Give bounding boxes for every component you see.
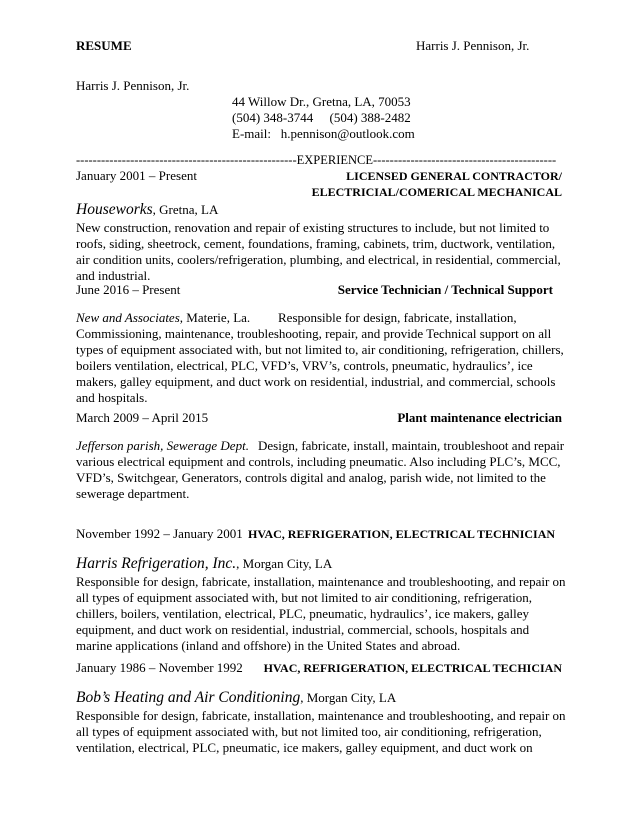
job-5-location: , Morgan City, LA: [300, 690, 397, 705]
job-2-company-line: [76, 310, 250, 326]
contact-email: E-mail: h.pennison@outlook.com: [232, 126, 415, 141]
job-4-company-line: [76, 556, 332, 572]
job-1-description: New construction, renovation and repair of existing structures to include, but not limited to roofs, siding, sheetrock, cement, foundations, framing, cabinets, trim, ductwork, ventilation, air condition units, coolers/refrigeration, plumbing, and electrical, in residential, commercial, and industrial.: [76, 220, 561, 283]
job-1-dates: January 2001 – Present: [76, 168, 197, 183]
job-5-company: Bob’s Heating and Air Conditioning: [76, 689, 301, 706]
job-1-location: , Gretna, LA: [152, 202, 219, 217]
job-2-dates: June 2016 – Present: [76, 282, 181, 297]
job-2-company: New and Associates,: [76, 310, 184, 325]
job-1-company: Houseworks: [76, 201, 153, 218]
job-5-dates: January 1986 – November 1992: [76, 660, 243, 675]
header-name: Harris J. Pennison, Jr.: [416, 38, 530, 53]
contact-address: 44 Willow Dr., Gretna, LA, 70053: [232, 94, 411, 109]
job-2-lead: Responsible for design, fabricate, installation,: [278, 310, 517, 325]
contact-phones: (504) 348-3744 (504) 388-2482: [232, 110, 411, 125]
job-3-company: Jefferson parish, Sewerage Dept.: [76, 438, 249, 453]
job-1-company-line: [76, 202, 218, 218]
job-4-title: HVAC, REFRIGERATION, ELECTRICAL TECHNICIAN: [248, 527, 556, 541]
job-3-dates: March 2009 – April 2015: [76, 410, 209, 425]
job-1-title-line1: LICENSED GENERAL CONTRACTOR/: [346, 169, 562, 183]
job-2-title: Service Technician / Technical Support: [337, 282, 553, 297]
job-5-company-line: [76, 690, 396, 706]
resume-label: RESUME: [76, 38, 132, 53]
job-4-description: Responsible for design, fabricate, installation, maintenance and troubleshooting, and repair on all types of equipment associated with, but not limited to air conditioning, refrigeration, chillers, boilers, ventilation, electrical, PLC, pneumatic, hydraulics’, ice makers, galley equipment, and duct work on residential, industrial, commercial, schools, hospitals and marine applications (inland and offshore) in the United States and abroad.: [76, 574, 566, 653]
job-1-title-line2: ELECTRICIAL/COMERICAL MECHANICAL: [311, 185, 562, 199]
contact-name: Harris J. Pennison, Jr.: [76, 78, 190, 93]
job-4-company: Harris Refrigeration, Inc.: [76, 555, 237, 572]
job-3-lead: Design, fabricate, install, maintain, troubleshoot and repair: [258, 438, 565, 453]
job-2-description: Commissioning, maintenance, troubleshooting, repair, and provide Technical support on all types of equipment associated with, but not limited to, air conditioning, refrigeration, chillers, boilers ventilation, electrical, PLC, VFD’s, VRV’s, controls, pneumatic, hydraulics’, ice makers, galley equipment, and duct work on residential, industrial, and commercial, schools and hospitals.: [76, 326, 564, 405]
job-5-title: HVAC, REFRIGERATION, ELECTRICAL TECHICIAN: [263, 661, 562, 675]
job-4-dates: November 1992 – January 2001: [76, 526, 243, 541]
job-4-location: , Morgan City, LA: [236, 556, 333, 571]
job-2-location: Materie, La.: [183, 310, 251, 325]
experience-section-rule: -----------------------------------------------------EXPERIENCE--------------------------------------------: [76, 153, 557, 167]
job-3-title: Plant maintenance electrician: [397, 410, 562, 425]
job-5-description: Responsible for design, fabricate, installation, maintenance and troubleshooting, and repair on all types of equipment associated with, but not limited too, air conditioning, refrigeration, ventilation, electrical, PLC, pneumatic, ice makers, galley equipment, and duct work on: [76, 708, 566, 755]
job-3-description: various electrical equipment and controls, including pneumatic. Also including PLC’s, MCC, VFD’s, Switchgear, Generators, controls digital and analog, parish wide, not limited to the sewerage department.: [76, 454, 561, 501]
